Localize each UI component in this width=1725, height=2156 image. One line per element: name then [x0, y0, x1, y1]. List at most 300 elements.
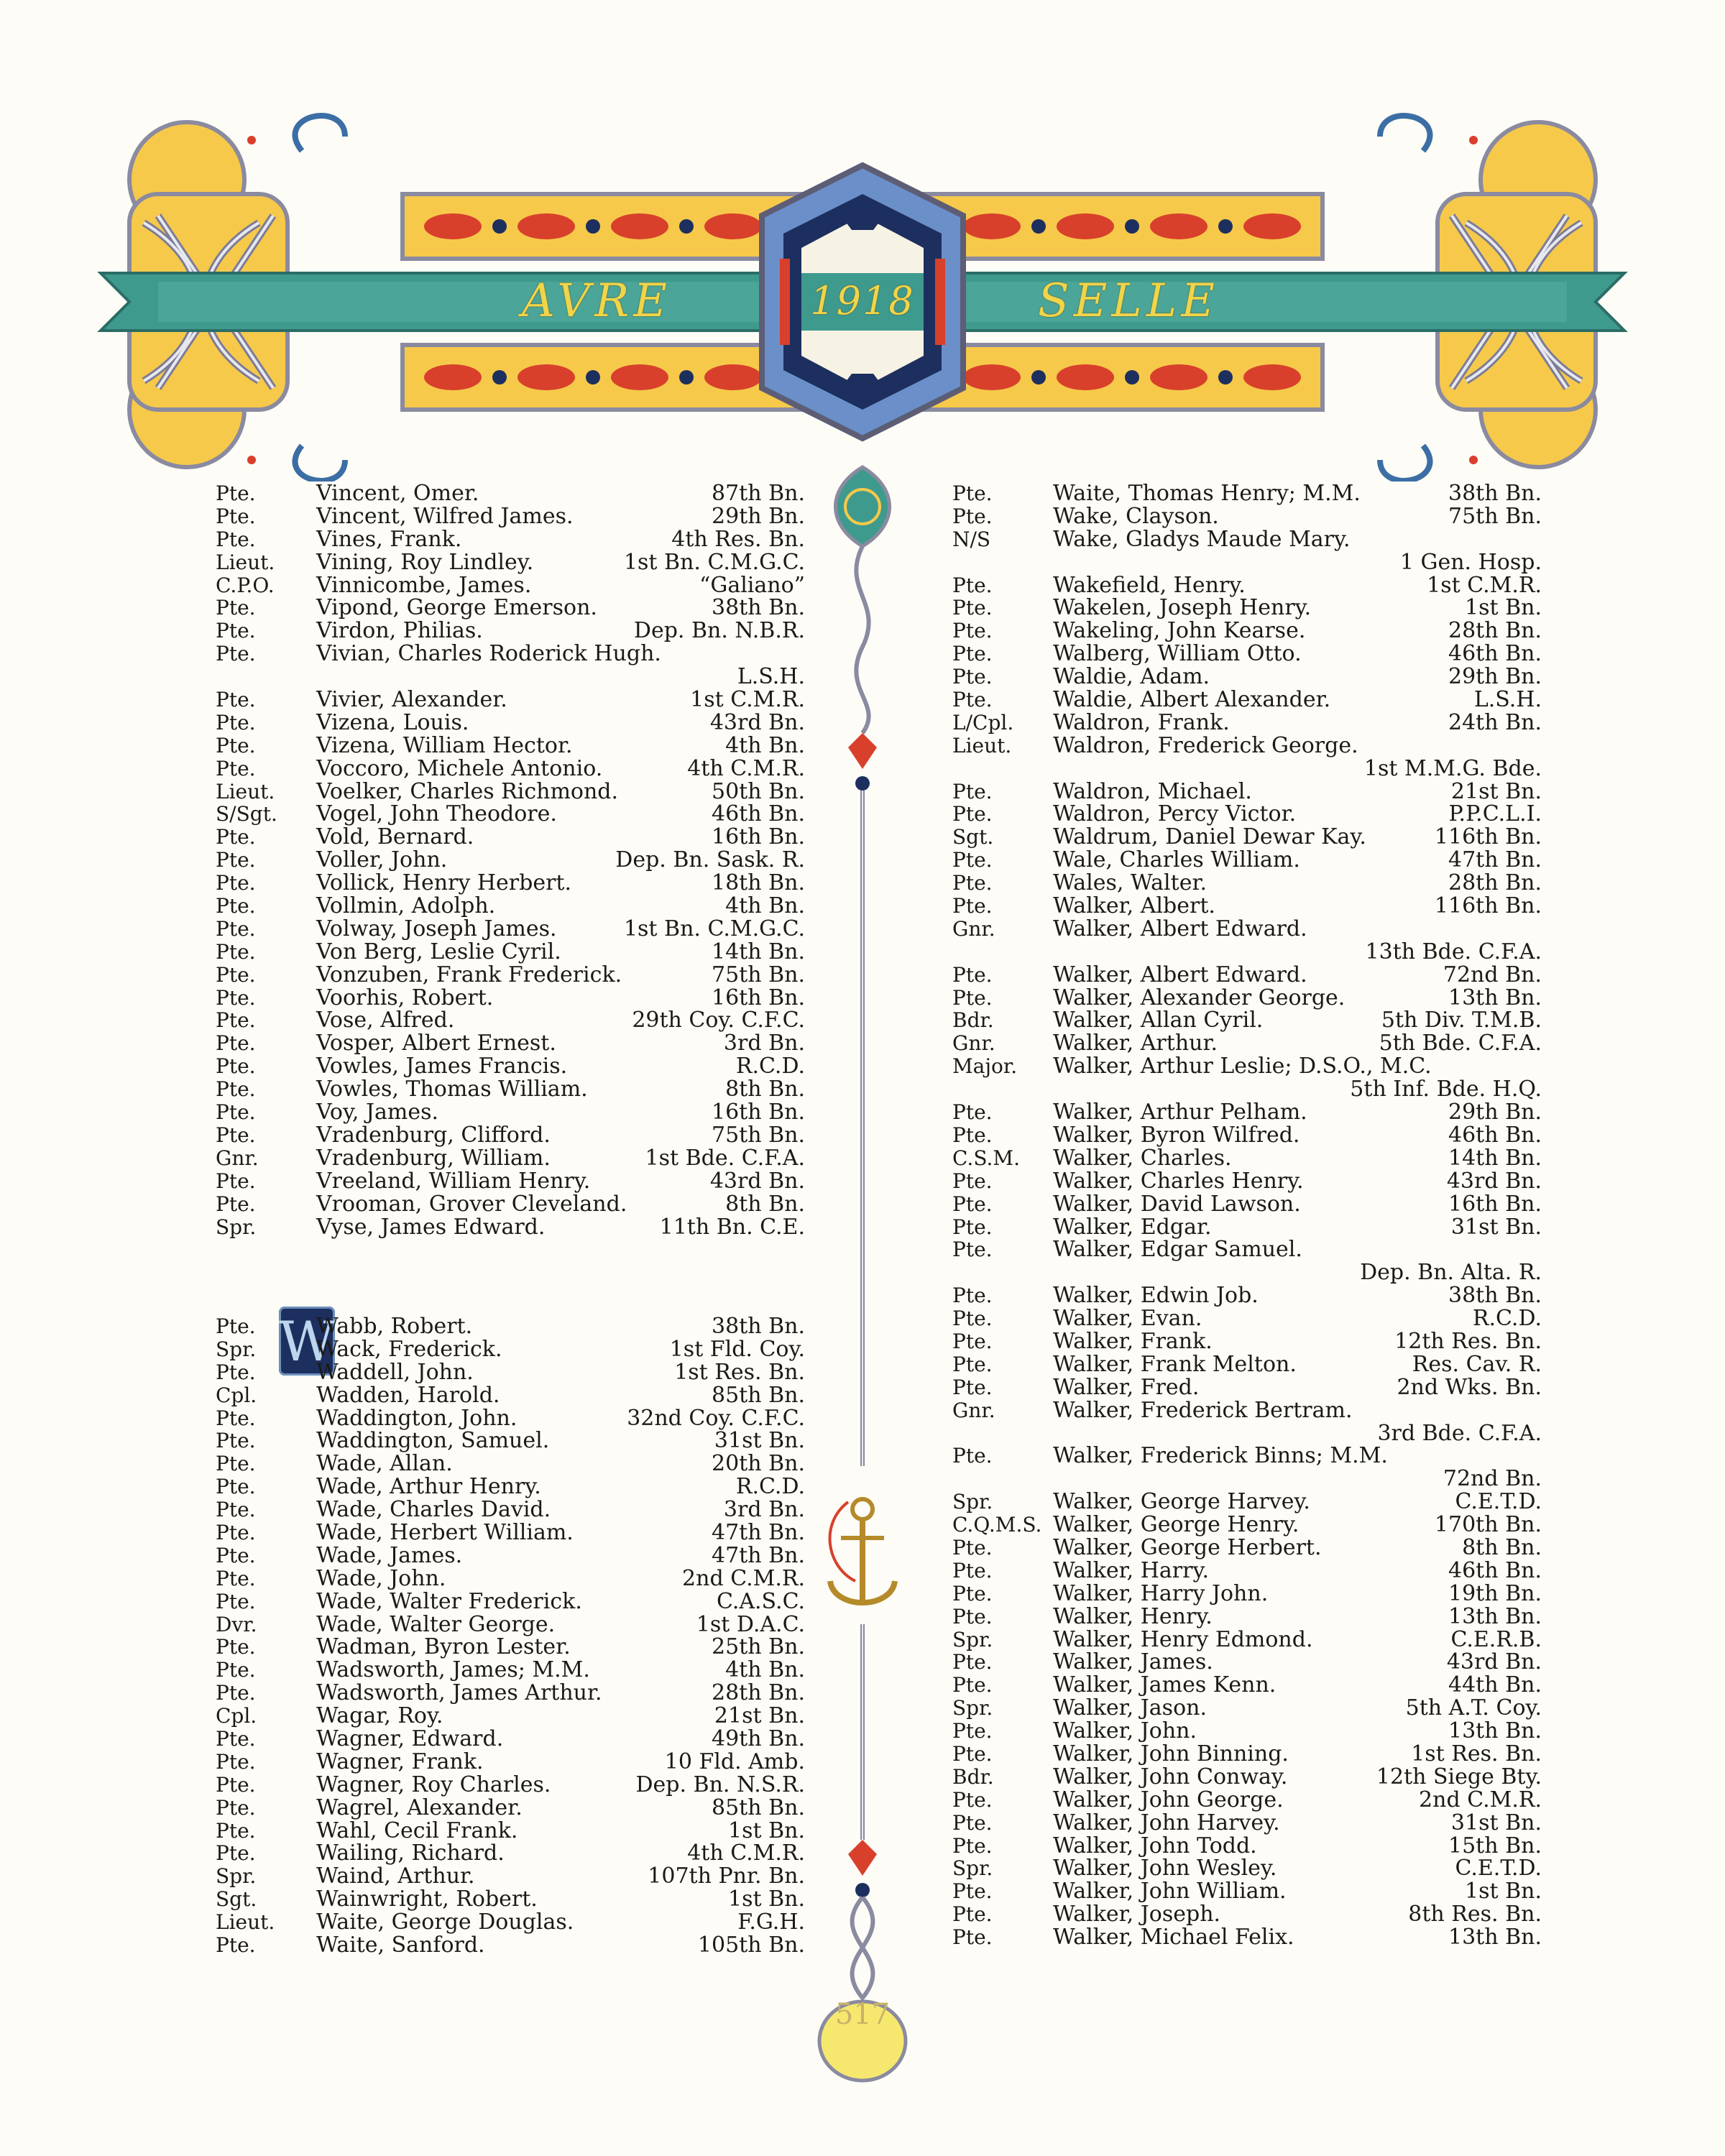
rank: Pte.	[952, 1444, 993, 1468]
rank: Pte.	[952, 1879, 993, 1904]
roll-entry	[952, 505, 1542, 528]
soldier-name: Vining, Roy Lindley.	[316, 549, 534, 575]
soldier-name: Vivier, Alexander.	[316, 687, 507, 713]
unit: 12th Siege Bty.	[1376, 1764, 1542, 1789]
roll-entry	[952, 1534, 1542, 1560]
unit: Dep. Bn. Sask. R.	[615, 847, 805, 873]
unit: 28th Bn.	[1448, 870, 1542, 896]
soldier-name: Wagar, Roy.	[316, 1703, 443, 1729]
unit: 16th Bn.	[712, 1100, 805, 1125]
roll-entry	[216, 1521, 805, 1544]
roll-entry	[952, 1766, 1542, 1789]
soldier-name: Walker, John George.	[1053, 1787, 1284, 1812]
rank: Pte.	[216, 710, 256, 734]
rank: Cpl.	[216, 1383, 257, 1407]
soldier-name: Wadman, Byron Lester.	[316, 1634, 571, 1660]
rank: Lieut.	[952, 733, 1012, 757]
rank: Spr.	[952, 1490, 993, 1514]
unit: 47th Bn.	[712, 1520, 805, 1546]
rank: Pte.	[216, 1818, 256, 1843]
roll-entry	[216, 1193, 805, 1216]
unit: C.E.T.D.	[1455, 1489, 1542, 1515]
unit: 75th Bn.	[1448, 503, 1542, 529]
unit: C.A.S.C.	[716, 1588, 805, 1614]
rank: Pte.	[952, 985, 993, 1010]
roll-entry	[952, 551, 1542, 574]
rank: Spr.	[216, 1864, 257, 1889]
unit: 1st Res. Bn.	[1411, 1741, 1542, 1766]
soldier-name: Walker, George Herbert.	[1053, 1534, 1322, 1560]
soldier-name: Walker, Jason.	[1053, 1695, 1207, 1721]
unit: 116th Bn.	[1434, 893, 1542, 919]
roll-entry	[216, 1590, 805, 1613]
soldier-name: Wailing, Richard.	[316, 1841, 505, 1866]
roll-entry	[952, 596, 1542, 619]
unit: 31st Bn.	[1450, 1214, 1542, 1240]
rank: Pte.	[952, 1123, 993, 1147]
unit: 4th Bn.	[725, 1657, 805, 1683]
roll-entry	[952, 1284, 1542, 1307]
roll-entry	[216, 1934, 805, 1957]
unit: R.C.D.	[1472, 1306, 1542, 1332]
rank: Pte.	[216, 1841, 256, 1866]
roll-entry	[952, 1238, 1542, 1261]
unit: 13th Bn.	[1448, 985, 1542, 1010]
rank: Pte.	[952, 1329, 993, 1353]
rank: Pte.	[216, 1795, 256, 1820]
rank: Pte.	[952, 1925, 993, 1950]
soldier-name: Wakeling, John Kearse.	[1053, 618, 1306, 644]
soldier-name: Vonzuben, Frank Frederick.	[316, 962, 622, 987]
unit: 1st Bde. C.F.A.	[645, 1145, 805, 1171]
unit: 1st Fld. Coy.	[669, 1336, 805, 1362]
roll-entry	[952, 1880, 1542, 1903]
roll-entry	[952, 1580, 1542, 1606]
rank: C.S.M.	[952, 1146, 1020, 1170]
rank: Pte.	[216, 1123, 256, 1147]
unit: 16th Bn.	[1448, 1191, 1542, 1217]
rank: Pte.	[216, 619, 256, 643]
unit: 38th Bn.	[1448, 1283, 1542, 1309]
unit: 38th Bn.	[712, 1314, 805, 1339]
roll-entry	[952, 1124, 1542, 1147]
roll-entry	[216, 1124, 805, 1147]
soldier-name: Walker, Albert.	[1053, 893, 1215, 919]
rank: Pte.	[216, 1054, 256, 1079]
unit: 38th Bn.	[1448, 481, 1542, 506]
rank: Pte.	[216, 1475, 256, 1499]
roll-entry	[216, 1216, 805, 1239]
soldier-name: Walker, Allan Cyril.	[1053, 1008, 1264, 1033]
banner-left-word: AVRE	[521, 275, 672, 328]
rank: Pte.	[216, 1749, 256, 1774]
rank: Pte.	[216, 1077, 256, 1102]
rank: Pte.	[216, 504, 256, 528]
unit: 1st Bn.	[728, 1886, 805, 1912]
roll-entry	[216, 1728, 805, 1751]
rank: Pte.	[952, 1215, 993, 1239]
rank: Spr.	[216, 1337, 257, 1361]
unit: C.E.T.D.	[1455, 1856, 1542, 1881]
soldier-name: Wabb, Robert.	[316, 1314, 473, 1339]
roll-entry	[952, 1720, 1542, 1743]
roll-entry	[952, 1857, 1542, 1880]
rank: Bdr.	[952, 1008, 994, 1033]
roll-entry	[216, 619, 805, 642]
soldier-name: Volway, Joseph James.	[316, 916, 557, 941]
soldier-name: Walker, Charles.	[1053, 1145, 1232, 1171]
rank: Pte.	[952, 573, 993, 597]
soldier-name: Waldron, Michael.	[1053, 778, 1252, 804]
rank: Pte.	[952, 779, 993, 803]
soldier-name: Waddell, John.	[316, 1359, 474, 1385]
roll-entry	[216, 803, 805, 826]
unit: 31st Bn.	[1450, 1810, 1542, 1835]
roll-entry	[216, 918, 805, 941]
soldier-name: Vollmin, Adolph.	[316, 893, 496, 919]
roll-entry	[952, 1903, 1542, 1926]
unit: 5th Div. T.M.B.	[1381, 1008, 1542, 1033]
rank: Pte.	[952, 1352, 993, 1376]
roll-entry	[216, 574, 805, 597]
unit: 43rd Bn.	[709, 1168, 805, 1194]
unit: 49th Bn.	[712, 1726, 805, 1752]
rank: Pte.	[216, 962, 256, 987]
unit: 10 Fld. Amb.	[664, 1749, 805, 1774]
roll-entry	[952, 642, 1542, 665]
rank: Pte.	[216, 482, 256, 505]
soldier-name: Wakefield, Henry.	[1053, 572, 1246, 598]
unit: 16th Bn.	[712, 824, 805, 850]
roll-entry	[952, 1399, 1542, 1422]
illuminated-initial-w: W	[279, 1307, 335, 1376]
unit: 5th Bde. C.F.A.	[1379, 1031, 1542, 1056]
unit: 14th Bn.	[1448, 1145, 1542, 1171]
rank: Pte.	[216, 1521, 256, 1545]
banner-right-word: SELLE	[1037, 275, 1220, 328]
roll-entry	[216, 528, 805, 551]
roll-entry	[952, 1651, 1542, 1674]
soldier-name: Walker, John Harvey.	[1053, 1810, 1280, 1835]
soldier-name: Walker, Alexander George.	[1053, 985, 1346, 1010]
soldier-name: Wade, John.	[316, 1565, 446, 1591]
soldier-name: Walker, Frank.	[1053, 1328, 1213, 1354]
unit: 46th Bn.	[1448, 641, 1542, 667]
roll-entry	[216, 1170, 805, 1193]
rank: Pte.	[952, 596, 993, 620]
soldier-name: Walberg, William Otto.	[1053, 641, 1302, 667]
rank: Sgt.	[952, 825, 994, 849]
roll-entry	[952, 1330, 1542, 1353]
unit: 1st Bn.	[1465, 595, 1542, 621]
rank: Pte.	[216, 894, 256, 918]
unit: 11th Bn. C.E.	[659, 1214, 805, 1240]
roll-entry	[216, 1636, 805, 1659]
roll-entry	[216, 1361, 805, 1384]
rank: Pte.	[216, 848, 256, 872]
unit: 4th Res. Bn.	[671, 526, 805, 552]
rank: Pte.	[952, 1558, 993, 1583]
unit: 3rd Bde. C.F.A.	[1377, 1420, 1542, 1446]
soldier-name: Vrooman, Grover Cleveland.	[316, 1191, 627, 1217]
roll-entry	[952, 1170, 1542, 1193]
rank: Pte.	[952, 1307, 993, 1331]
soldier-name: Walker, Henry Edmond.	[1053, 1626, 1313, 1652]
roll-entry	[952, 1032, 1542, 1055]
roll-entry	[216, 711, 805, 734]
unit: 2nd C.M.R.	[682, 1565, 805, 1591]
unit: 46th Bn.	[712, 801, 805, 827]
soldier-name: Wagner, Roy Charles.	[316, 1772, 551, 1797]
soldier-name: Walker, Arthur Pelham.	[1053, 1100, 1307, 1125]
soldier-name: Voorhis, Robert.	[316, 985, 494, 1010]
unit: 1st C.M.R.	[1427, 572, 1542, 598]
roll-entry	[952, 941, 1542, 964]
unit: “Galiano”	[699, 572, 805, 598]
unit: 107th Pnr. Bn.	[648, 1864, 805, 1889]
unit: 72nd Bn.	[1443, 962, 1542, 987]
soldier-name: Voller, John.	[316, 847, 448, 873]
rank: Pte.	[216, 1031, 256, 1056]
roll-entry	[216, 849, 805, 872]
roll-entry	[952, 1491, 1542, 1514]
unit: 2nd C.M.R.	[1419, 1787, 1542, 1812]
roll-entry	[216, 1682, 805, 1705]
roll-entry	[952, 1078, 1542, 1101]
roll-entry	[952, 757, 1542, 780]
soldier-name: Walker, Frederick Binns; M.M.	[1053, 1443, 1388, 1469]
unit: 46th Bn.	[1448, 1122, 1542, 1148]
unit: 75th Bn.	[712, 1122, 805, 1148]
roll-entry	[216, 1407, 805, 1430]
left-column-w-names	[216, 1315, 805, 1957]
rank: Pte.	[952, 1581, 993, 1606]
roll-entry	[952, 872, 1542, 895]
soldier-name: Vinnicombe, James.	[316, 572, 532, 598]
roll-entry	[952, 482, 1542, 505]
roll-entry	[216, 895, 805, 918]
roll-entry	[216, 551, 805, 574]
rank: Gnr.	[952, 1398, 995, 1422]
roll-entry	[216, 1888, 805, 1911]
roll-entry	[216, 964, 805, 987]
soldier-name: Walker, John Wesley.	[1053, 1856, 1277, 1881]
roll-entry	[952, 987, 1542, 1010]
roll-entry	[952, 665, 1542, 688]
soldier-name: Waldie, Adam.	[1053, 664, 1210, 690]
roll-entry	[952, 688, 1542, 711]
unit: F.G.H.	[737, 1909, 805, 1935]
unit: 24th Bn.	[1448, 709, 1542, 735]
soldier-name: Waldrum, Daniel Dewar Kay.	[1053, 824, 1366, 850]
unit: R.C.D.	[735, 1474, 805, 1500]
soldier-name: Walker, George Henry.	[1053, 1512, 1300, 1538]
roll-entry	[216, 987, 805, 1010]
unit: 28th Bn.	[1448, 618, 1542, 644]
roll-entry	[952, 780, 1542, 803]
rank: Pte.	[952, 1719, 993, 1743]
rank: Pte.	[216, 916, 256, 941]
rank: Pte.	[216, 733, 256, 757]
soldier-name: Voelker, Charles Richmond.	[316, 778, 619, 804]
roll-entry	[952, 1055, 1542, 1078]
center-spine-ornament	[812, 460, 913, 2084]
unit: Res. Cav. R.	[1412, 1351, 1542, 1377]
soldier-name: Waite, Thomas Henry; M.M.	[1053, 481, 1361, 506]
rank: Pte.	[952, 504, 993, 528]
rank: Pte.	[952, 802, 993, 826]
unit: L.S.H.	[1473, 687, 1542, 713]
roll-entry	[952, 826, 1542, 849]
rank: Pte.	[216, 1360, 256, 1384]
unit: 1st Bn. C.M.G.C.	[623, 549, 805, 575]
soldier-name: Vipond, George Emerson.	[316, 595, 597, 621]
soldier-name: Walker, Evan.	[1053, 1306, 1202, 1332]
unit: 16th Bn.	[712, 985, 805, 1010]
roll-entry	[216, 734, 805, 757]
roll-entry	[952, 1193, 1542, 1216]
unit: 47th Bn.	[1448, 847, 1542, 873]
soldier-name: Wainwright, Robert.	[316, 1886, 538, 1912]
soldier-name: Walker, Harry.	[1053, 1557, 1209, 1583]
rank: Lieut.	[216, 779, 275, 803]
unit: 29th Bn.	[1448, 664, 1542, 690]
soldier-name: Wade, Charles David.	[316, 1497, 551, 1523]
rank: Pte.	[952, 1650, 993, 1674]
roll-entry	[216, 1774, 805, 1797]
rank: Pte.	[216, 871, 256, 895]
soldier-name: Walker, Albert Edward.	[1053, 916, 1307, 941]
unit: 1st Res. Bn.	[674, 1359, 805, 1385]
unit: 19th Bn.	[1448, 1580, 1542, 1606]
roll-entry	[216, 1147, 805, 1170]
rank: Major.	[952, 1054, 1018, 1079]
soldier-name: Walker, Frank Melton.	[1053, 1351, 1297, 1377]
rank: Pte.	[952, 1535, 993, 1560]
roll-entry	[952, 803, 1542, 826]
rank: Spr.	[952, 1856, 993, 1881]
roll-entry	[952, 1674, 1542, 1697]
soldier-name: Wales, Walter.	[1053, 870, 1208, 896]
rank: Pte.	[216, 756, 256, 780]
roll-entry	[952, 1216, 1542, 1239]
roll-entry	[952, 849, 1542, 872]
roll-entry	[952, 734, 1542, 757]
unit: 13th Bn.	[1448, 1718, 1542, 1744]
soldier-name: Waldron, Frank.	[1053, 709, 1230, 735]
roll-entry	[216, 1842, 805, 1865]
roll-entry	[952, 574, 1542, 597]
roll-entry	[216, 1865, 805, 1888]
soldier-name: Vizena, William Hector.	[316, 732, 573, 758]
unit: 4th C.M.R.	[687, 755, 805, 781]
rank: S/Sgt.	[216, 802, 277, 826]
soldier-name: Vradenburg, Clifford.	[316, 1122, 551, 1148]
unit: C.E.R.B.	[1450, 1626, 1542, 1652]
unit: 1st Bn.	[728, 1818, 805, 1843]
roll-entry	[216, 757, 805, 780]
roll-entry	[952, 1147, 1542, 1170]
roll-entry	[216, 780, 805, 803]
roll-entry	[952, 1926, 1542, 1949]
soldier-name: Wade, Herbert William.	[316, 1520, 574, 1546]
rank: Pte.	[952, 1810, 993, 1835]
rank: Pte.	[216, 1589, 256, 1613]
roll-entry	[952, 1445, 1542, 1468]
rank: Pte.	[952, 642, 993, 666]
left-column-v-names	[216, 482, 805, 1238]
unit: 29th Coy. C.F.C.	[632, 1008, 805, 1033]
rank: Pte.	[216, 1314, 256, 1338]
rank: Spr.	[216, 1215, 257, 1239]
roll-entry	[216, 941, 805, 964]
rank: Pte.	[216, 1169, 256, 1193]
roll-entry	[216, 1797, 805, 1820]
unit: 8th Bn.	[1462, 1534, 1542, 1560]
soldier-name: Walker, Harry John.	[1053, 1580, 1269, 1606]
soldier-name: Walker, Byron Wilfred.	[1053, 1122, 1300, 1148]
rank: Pte.	[216, 1406, 256, 1430]
soldier-name: Vincent, Wilfred James.	[316, 503, 574, 529]
soldier-name: Walker, John Todd.	[1053, 1833, 1257, 1858]
soldier-name: Waldie, Albert Alexander.	[1053, 687, 1331, 713]
soldier-name: Wade, Walter Frederick.	[316, 1588, 582, 1614]
rank: Pte.	[952, 1375, 993, 1399]
roll-entry	[216, 1659, 805, 1682]
soldier-name: Wade, Walter George.	[316, 1611, 556, 1637]
soldier-name: Vollick, Henry Herbert.	[316, 870, 572, 896]
unit: 1st Bn. C.M.G.C.	[623, 916, 805, 941]
rank: Pte.	[952, 1100, 993, 1125]
unit: 75th Bn.	[712, 962, 805, 987]
roll-entry	[216, 665, 805, 688]
unit: 8th Bn.	[725, 1077, 805, 1102]
unit: 8th Bn.	[725, 1191, 805, 1217]
rank: Pte.	[952, 871, 993, 895]
soldier-name: Vreeland, William Henry.	[316, 1168, 591, 1194]
soldier-name: Vradenburg, William.	[316, 1145, 551, 1171]
rank: Pte.	[952, 1192, 993, 1216]
soldier-name: Vose, Alfred.	[316, 1008, 455, 1033]
roll-entry	[216, 826, 805, 849]
unit: Dep. Bn. N.S.R.	[635, 1772, 805, 1797]
roll-entry	[216, 1475, 805, 1498]
unit: 46th Bn.	[1448, 1557, 1542, 1583]
roll-entry	[216, 1820, 805, 1843]
rank: Pte.	[216, 642, 256, 666]
roll-entry	[952, 1557, 1542, 1583]
rank: Sgt.	[216, 1887, 257, 1912]
soldier-name: Walker, Michael Felix.	[1053, 1925, 1294, 1950]
soldier-name: Vosper, Albert Ernest.	[316, 1031, 556, 1056]
soldier-name: Vowles, Thomas William.	[316, 1077, 588, 1102]
roll-entry	[216, 642, 805, 665]
roll-entry	[216, 1032, 805, 1055]
soldier-name: Walker, Joseph.	[1053, 1902, 1221, 1927]
roll-entry	[216, 482, 805, 505]
unit: 32nd Coy. C.F.C.	[627, 1405, 805, 1431]
rank: Pte.	[216, 825, 256, 849]
soldier-name: Walker, David Lawson.	[1053, 1191, 1301, 1217]
rank: Pte.	[216, 527, 256, 551]
roll-entry	[216, 596, 805, 619]
unit: 85th Bn.	[712, 1795, 805, 1820]
roll-entry	[216, 1429, 805, 1452]
roll-entry	[216, 1384, 805, 1407]
unit: 116th Bn.	[1434, 824, 1542, 850]
soldier-name: Waldron, Percy Victor.	[1053, 801, 1297, 827]
unit: 28th Bn.	[712, 1680, 805, 1706]
